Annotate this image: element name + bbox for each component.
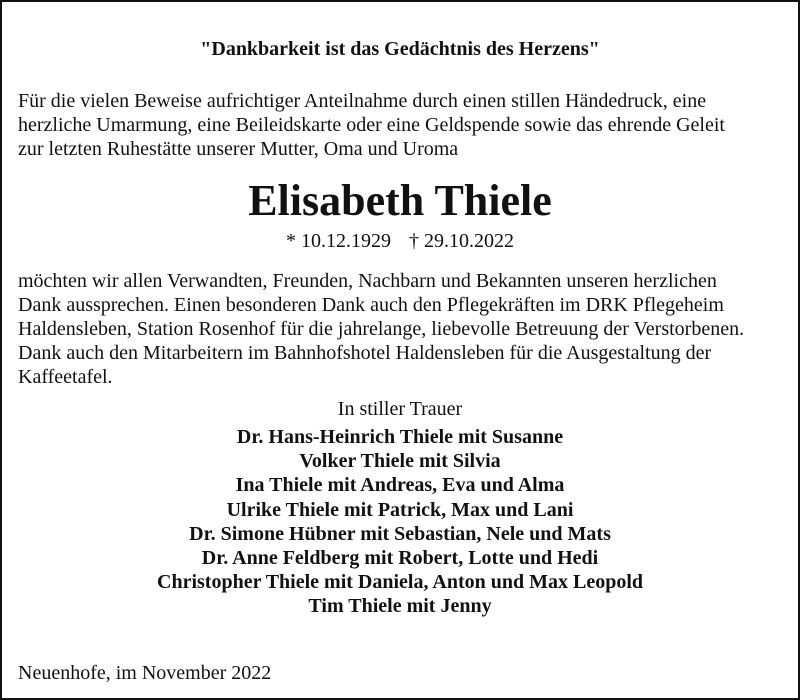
mourner-name: Dr. Hans-Heinrich Thiele mit Susanne bbox=[236, 426, 564, 448]
mourner-name: Dr. Simone Hübner mit Sebastian, Nele und Mats bbox=[189, 522, 611, 545]
deceased-name: Elisabeth Thiele bbox=[248, 176, 552, 225]
thanks-line: Haldensleben, Station Rosenhof für die jahrelange, liebevolle Betreuung der Verstorbenen. bbox=[18, 318, 745, 340]
motto-quote: "Dankbarkeit ist das Gedächtnis des Herzens" bbox=[200, 38, 600, 60]
intro-line: Für die vielen Beweise aufrichtiger Anteilnahme durch einen stillen Händedruck, eine bbox=[18, 90, 707, 112]
thanks-line: Dank aussprechen. Einen besonderen Dank auch den Pflegekräften im DRK Pflegeheim bbox=[18, 294, 724, 316]
thanks-line: möchten wir allen Verwandten, Freunden, Nachbarn und Bekannten unseren herzlichen bbox=[18, 270, 717, 292]
thanks-paragraph bbox=[18, 269, 788, 389]
mourner-name: Ulrike Thiele mit Patrick, Max und Lani bbox=[226, 498, 574, 521]
mourner-name: Tim Thiele mit Jenny bbox=[308, 595, 492, 618]
mourner-name: Dr. Anne Feldberg mit Robert, Lotte und Hedi bbox=[201, 547, 599, 570]
mourner-list bbox=[2, 425, 798, 619]
place-and-date: Neuenhofe, im November 2022 bbox=[18, 662, 272, 684]
mourner-name: Christopher Thiele mit Daniela, Anton und Max Leopold bbox=[157, 571, 643, 594]
intro-paragraph bbox=[18, 89, 788, 161]
thanks-line: Dank auch den Mitarbeitern im Bahnhofshotel Haldensleben für die Ausgestaltung der bbox=[18, 342, 712, 364]
thanks-line: Kaffeetafel. bbox=[18, 366, 113, 388]
intro-line: zur letzten Ruhestätte unserer Mutter, Oma und Uroma bbox=[18, 138, 459, 160]
mourning-label: In stiller Trauer bbox=[337, 398, 463, 420]
death-date: † 29.10.2022 bbox=[409, 230, 514, 252]
mourner-name: Ina Thiele mit Andreas, Eva und Alma bbox=[235, 474, 565, 497]
birth-date: * 10.12.1929 bbox=[286, 230, 391, 252]
intro-line: herzliche Umarmung, eine Beileidskarte oder eine Geldspende sowie das ehrende Geleit bbox=[18, 114, 725, 136]
life-dates bbox=[2, 229, 798, 253]
mourner-name: Volker Thiele mit Silvia bbox=[299, 450, 501, 473]
